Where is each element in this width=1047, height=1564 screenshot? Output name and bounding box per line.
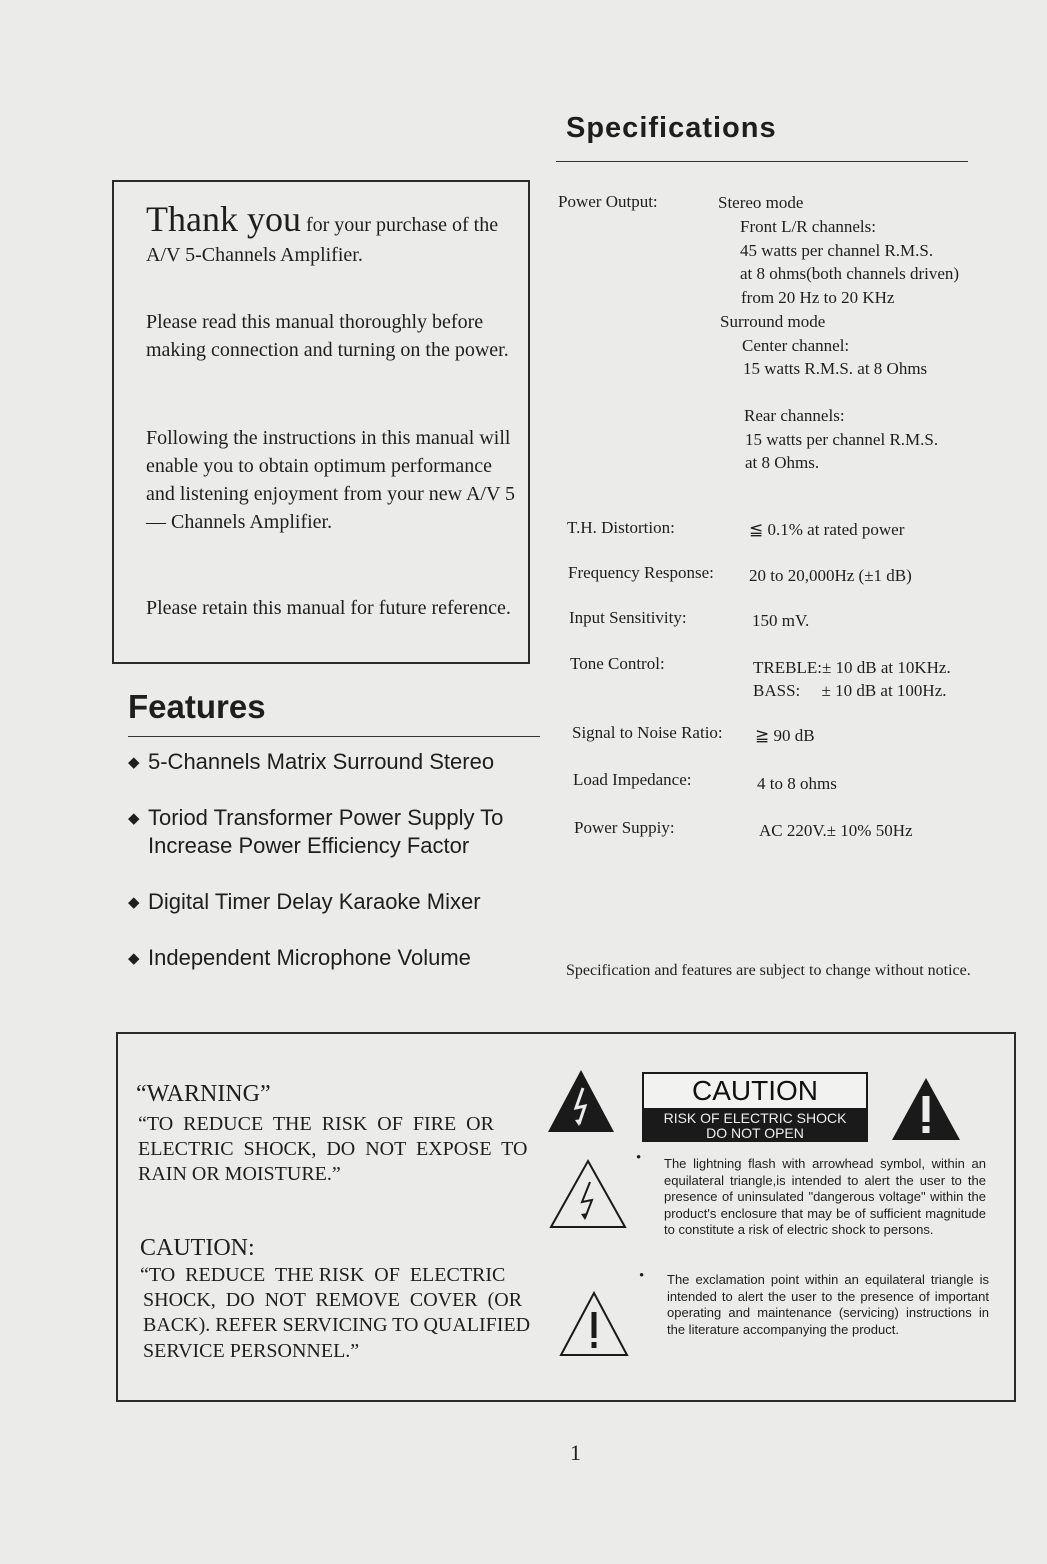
feature-text: Independent Microphone Volume xyxy=(148,945,471,970)
bullet-dot: • xyxy=(636,1150,642,1166)
spec-surround-mode: Surround mode xyxy=(720,312,826,331)
spec-value-input: 150 mV. xyxy=(752,611,810,630)
exclamation-outline-icon xyxy=(558,1290,630,1358)
thank-you-heading: Thank you xyxy=(146,199,301,239)
diamond-bullet-icon: ◆ xyxy=(128,894,140,911)
caution-label-do-not-open: DO NOT OPEN xyxy=(706,1125,804,1141)
exclamation-warning-icon xyxy=(890,1076,962,1142)
spec-value-power-supply: AC 220V.± 10% 50Hz xyxy=(759,821,913,840)
warning-title: “WARNING” xyxy=(136,1081,271,1107)
feature-text: 5-Channels Matrix Surround Stereo xyxy=(148,749,495,774)
spec-value-frequency: 20 to 20,000Hz (±1 dB) xyxy=(749,566,912,585)
feature-item xyxy=(128,748,494,777)
exclamation-explanation: The exclamation point within an equilateral triangle is intended to alert the user to the presence of important operating and maintenance (servicing) instructions in the literature accompanying the product. xyxy=(667,1272,989,1337)
spec-stereo-mode: Stereo mode xyxy=(718,193,804,212)
spec-front-lr: Front L/R channels: xyxy=(740,217,876,236)
spec-center-line: 15 watts R.M.S. at 8 Ohms xyxy=(743,359,928,378)
spec-front-line: at 8 ohms(both channels driven) xyxy=(740,264,960,283)
page-number: 1 xyxy=(570,1440,581,1465)
caution-label xyxy=(642,1072,868,1142)
feature-text: Digital Timer Delay Karaoke Mixer xyxy=(148,889,481,914)
spec-value-treble: TREBLE:± 10 dB at 10KHz. xyxy=(753,658,951,677)
spec-label-power-supply: Power Suppiy: xyxy=(574,818,675,837)
lightning-outline-icon xyxy=(548,1158,628,1230)
spec-rear-line: at 8 Ohms. xyxy=(745,453,820,472)
warning-line: ELECTRIC SHOCK, DO NOT EXPOSE TO xyxy=(138,1138,528,1160)
bullet-dot: • xyxy=(639,1268,645,1284)
diamond-bullet-icon: ◆ xyxy=(128,950,140,967)
lightning-explanation: The lightning flash with arrowhead symbol, within an equilateral triangle,is intended to alert the user to the presence of uninsulated "dangerous voltage" within the product's enclosure that may be of sufficient magnitude to constitute a risk of electric shock to persons. xyxy=(664,1156,986,1237)
spec-front-line: from 20 Hz to 20 KHz xyxy=(741,288,895,307)
features-divider xyxy=(128,736,540,737)
feature-item xyxy=(128,888,481,917)
spec-label-tone: Tone Control: xyxy=(570,654,665,673)
features-title: Features xyxy=(128,688,266,725)
specifications-title: Specifications xyxy=(566,112,777,144)
caution-label-risk: RISK OF ELECTRIC SHOCK xyxy=(663,1110,847,1126)
thank-you-intro-text: for your purchase of the A/V 5-Channels Amplifier. xyxy=(146,214,499,266)
caution-line: BACK). REFER SERVICING TO QUALIFIED xyxy=(143,1314,531,1336)
specifications-divider xyxy=(556,161,968,162)
spec-value-bass: BASS: ± 10 dB at 100Hz. xyxy=(753,681,947,700)
feature-item xyxy=(128,804,503,860)
spec-center-channel: Center channel: xyxy=(742,336,850,355)
retain-manual-paragraph: Please retain this manual for future reference. xyxy=(146,597,511,619)
caution-line: “TO REDUCE THE RISK OF ELECTRIC xyxy=(140,1264,506,1286)
spec-label-snr: Signal to Noise Ratio: xyxy=(572,723,723,742)
feature-text-block xyxy=(148,804,503,860)
thank-you-box xyxy=(112,180,530,664)
spec-rear-channels: Rear channels: xyxy=(744,406,845,425)
spec-value-thd: ≦ 0.1% at rated power xyxy=(749,520,905,539)
caution-line: SHOCK, DO NOT REMOVE COVER (OR xyxy=(143,1289,523,1311)
spec-label-power-output: Power Output: xyxy=(558,192,658,211)
feature-item xyxy=(128,944,471,973)
spec-label-input: Input Sensitivity: xyxy=(569,608,687,627)
spec-value-snr: ≧ 90 dB xyxy=(755,726,815,745)
spec-label-thd: T.H. Distortion: xyxy=(567,518,675,537)
instructions-paragraph: Following the instructions in this manual will enable you to obtain optimum performance and listening enjoyment from your new A/V 5 — Channels Amplifier. xyxy=(146,427,516,533)
spec-change-notice: Specification and features are subject to change without notice. xyxy=(566,962,971,979)
feature-text: Toriod Transformer Power Supply To xyxy=(148,805,504,830)
diamond-bullet-icon: ◆ xyxy=(128,810,140,827)
spec-label-load: Load Impedance: xyxy=(573,770,692,789)
lightning-warning-icon xyxy=(546,1068,616,1134)
read-manual-paragraph: Please read this manual thoroughly before making connection and turning on the power. xyxy=(146,311,509,361)
spec-value-load: 4 to 8 ohms xyxy=(757,774,837,793)
thank-you-intro xyxy=(146,199,516,270)
caution-line: SERVICE PERSONNEL.” xyxy=(143,1340,360,1362)
caution-label-heading: CAUTION xyxy=(644,1074,866,1108)
diamond-bullet-icon: ◆ xyxy=(128,754,140,771)
warning-line: RAIN OR MOISTURE.” xyxy=(138,1163,341,1185)
spec-front-line: 45 watts per channel R.M.S. xyxy=(740,241,934,260)
warning-line: “TO REDUCE THE RISK OF FIRE OR xyxy=(138,1113,494,1135)
caution-title: CAUTION: xyxy=(140,1235,255,1261)
spec-label-frequency: Frequency Response: xyxy=(568,563,714,582)
feature-text: Increase Power Efficiency Factor xyxy=(148,833,470,858)
spec-rear-line: 15 watts per channel R.M.S. xyxy=(745,430,939,449)
